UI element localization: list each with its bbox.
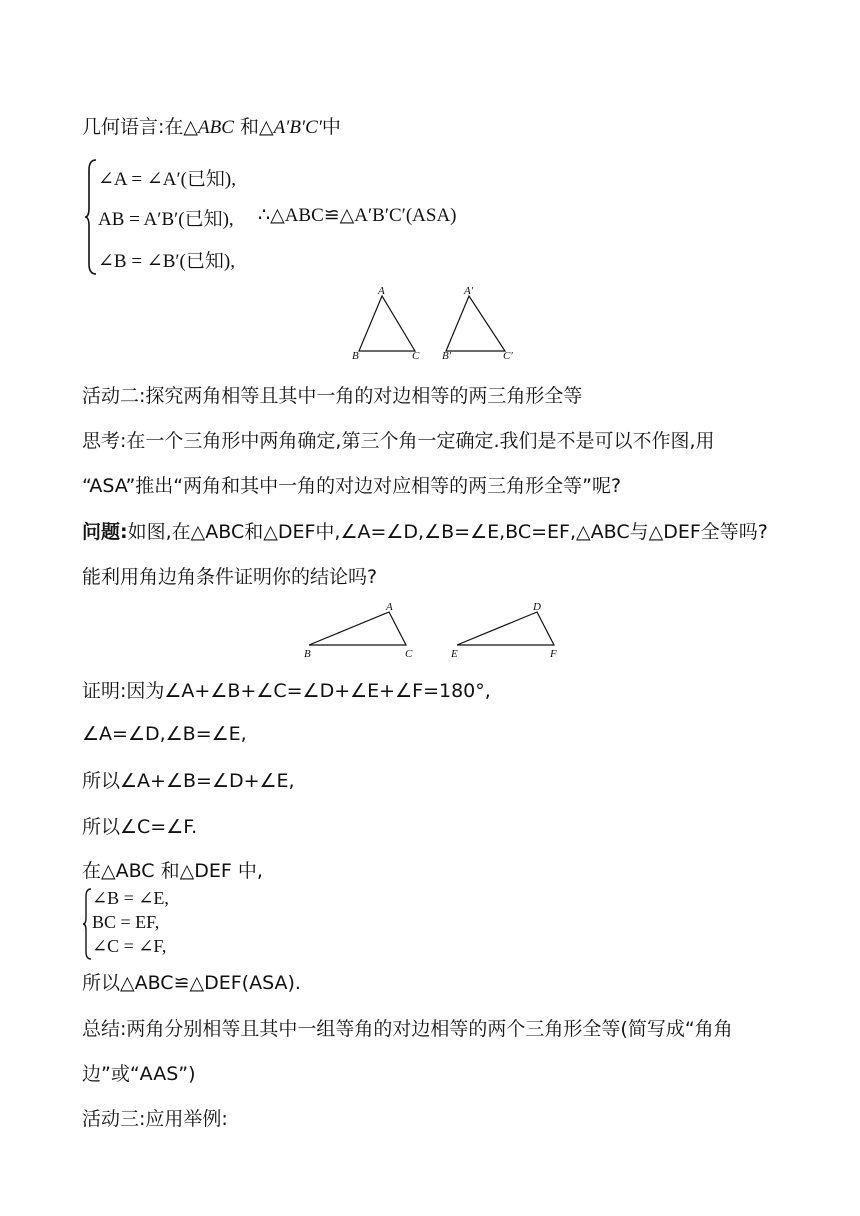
proof-condition-system [82,886,282,962]
summary-line-1: 总结:两角分别相等且其中一组等角的对边相等的两个三角形全等(简写成“角角 [82,1018,733,1040]
proof-line-5: 在△ABC 和△DEF 中, [82,860,263,882]
geometry-language-line [82,114,341,141]
proof-condition-1: ∠B = ∠E, [92,888,169,908]
vertex-e-label: E [451,648,458,660]
left-brace-icon-2 [82,888,92,960]
vertex-b-label: B [352,350,359,362]
condition-angle-b: ∠B = ∠B′(已知), [98,251,235,272]
think-line-2: “ASA”推出“两角和其中一角的对边对应相等的两三角形全等”呢? [82,475,622,497]
vertex-a-label-2: A [386,601,393,613]
activity-3-title: 活动三:应用举例: [82,1108,228,1130]
vertex-a-label: A [378,285,385,297]
vertex-c-label: C [412,350,420,362]
vertex-b-prime-label: B′ [442,350,452,362]
intro-suffix: 中 [321,116,341,138]
vertex-d-label: D [533,601,541,613]
intro-prefix: 几何语言:在 [82,116,184,138]
triangle-abc-prime: △A′B′C′ [258,117,322,138]
question-label: 问题: [82,521,128,543]
question-text: 如图,在△ABC和△DEF中,∠A=∠D,∠B=∠E,BC=EF,△ABC与△DEF全等吗? [127,521,768,543]
proof-line-3: 所以∠A+∠B=∠D+∠E, [82,770,295,792]
proof-condition-2: BC = EF, [92,912,160,932]
condition-angle-a: ∠A = ∠A′(已知), [98,169,237,190]
activity-2-title: 活动二:探究两角相等且其中一角的对边相等的两三角形全等 [82,385,583,407]
vertex-c-label-2: C [405,648,413,660]
figure-triangles-abc-abc-prime [340,282,530,364]
asa-condition-system [84,158,504,276]
vertex-f-label: F [550,648,557,660]
vertex-a-prime-label: A′ [464,285,474,297]
triangle-abc: △ABC [183,117,234,138]
summary-line-2: 边”或“AAS”) [82,1063,196,1085]
vertex-b-label-2: B [304,648,311,660]
think-line-1: 思考:在一个三角形中两角确定,第三个角一定确定.我们是不是可以不作图,用 [82,430,715,452]
left-brace-icon [84,158,98,276]
triangle-abc-prime-shape [446,296,505,351]
proof-line-2: ∠A=∠D,∠B=∠E, [82,723,247,745]
proof-condition-3: ∠C = ∠F, [92,936,167,956]
proof-conclusion: 所以△ABC≌△DEF(ASA). [82,972,301,994]
question-line-2: 能利用角边角条件证明你的结论吗? [82,566,378,588]
triangle-def-shape [457,612,554,645]
proof-line-1: 证明:因为∠A+∠B+∠C=∠D+∠E+∠F=180°, [82,680,491,702]
question-line [82,519,768,545]
triangle-abc-shape [359,296,415,351]
intro-and: 和 [233,116,259,138]
asa-conclusion: ∴△ABC≌△A′B′C′(ASA) [258,205,457,226]
proof-line-4: 所以∠C=∠F. [82,816,198,838]
vertex-c-prime-label: C′ [503,350,513,362]
condition-side-ab: AB = A′B′(已知), [98,209,234,230]
triangle-abc-shape-2 [309,612,406,645]
figure-triangles-abc-def [296,600,566,664]
